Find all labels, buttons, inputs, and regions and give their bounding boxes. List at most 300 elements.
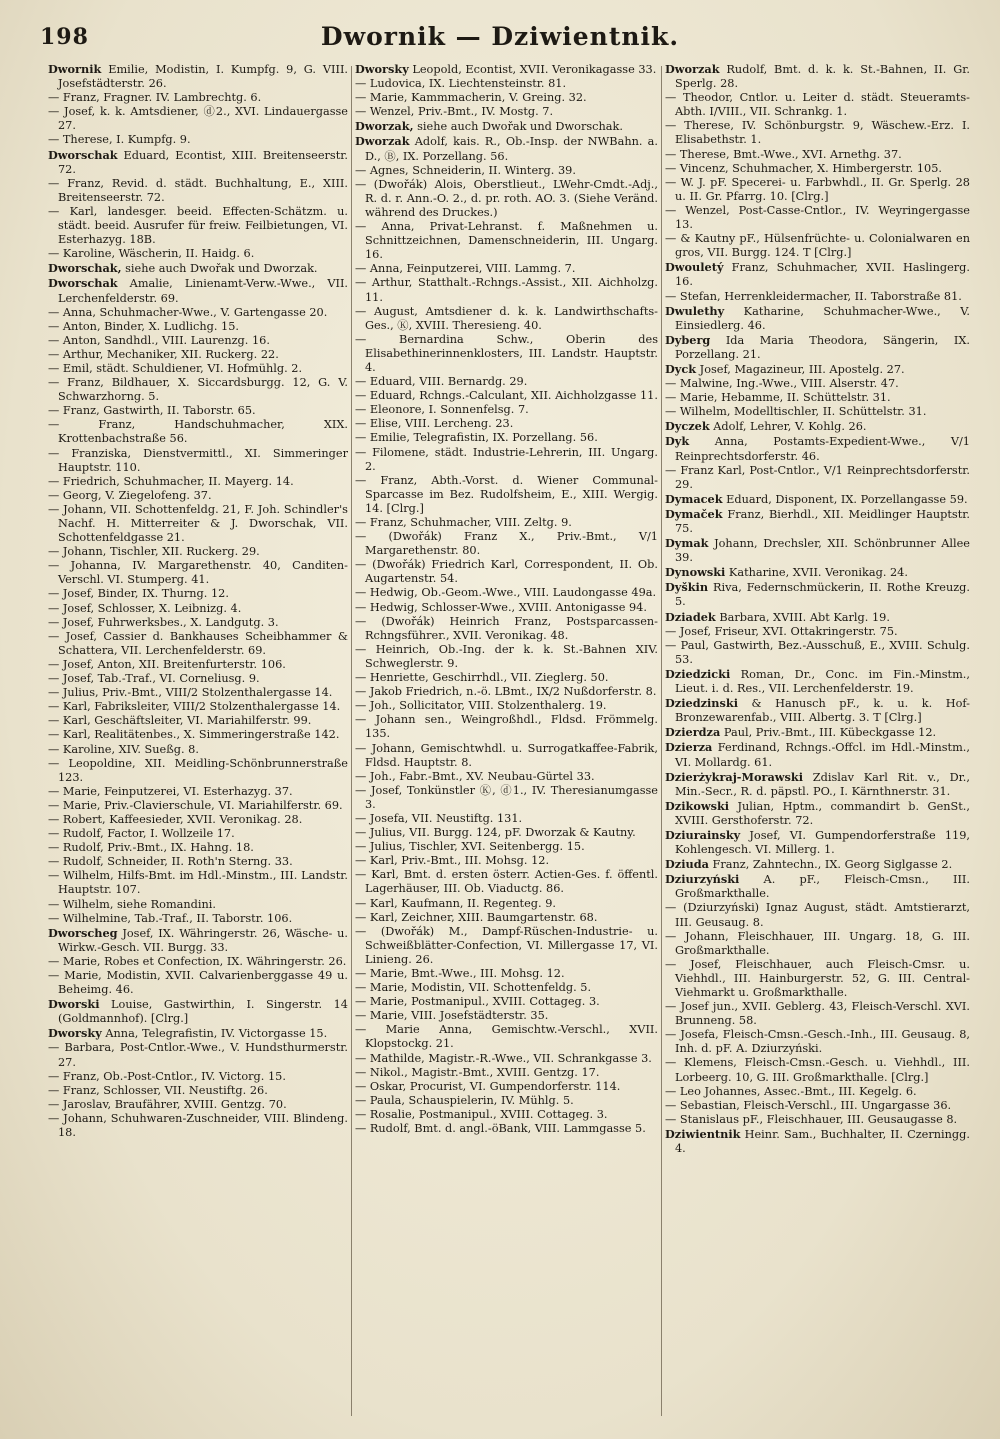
directory-entry xyxy=(355,671,658,685)
directory-entry xyxy=(665,1099,970,1113)
entry-details: Rudolf, Bmt. d. k. k. St.-Bahnen, II. Gr. Sperlg. 28. xyxy=(675,63,970,91)
entry-details: Adolf, Lehrer, V. Kohlg. 26. xyxy=(709,420,867,434)
directory-entry xyxy=(355,601,658,615)
entry-details: Adolf, kais. R., Ob.-Insp. der NWBahn. a. D., Ⓑ, IX. Porzellang. 56. xyxy=(365,135,658,163)
entry-details: — Anton, Binder, X. Ludlichg. 15. xyxy=(48,319,240,333)
entry-details: — Franz, Abth.-Vorst. d. Wiener Communal-Sparcasse im Bez. Rudolfsheim, E., XIII. Wergig. 14. [Clrg.] xyxy=(355,473,658,515)
entry-details: — Josef jun., XVII. Geblerg. 43, Fleisch-Verschl. XVI. Brunneng. 58. xyxy=(665,1000,970,1028)
directory-entry xyxy=(48,630,348,658)
entry-details: — Karl, Bmt. d. ersten österr. Actien-Ges. f. öffentl. Lagerhäuser, III. Ob. Viaductg. 86. xyxy=(355,868,658,896)
directory-entry xyxy=(665,304,970,333)
entry-details: — Paula, Schauspielerin, IV. Mühlg. 5. xyxy=(355,1093,574,1107)
entry-details: A. pF., Fleisch-Cmsn., III. Großmarkthalle. xyxy=(675,873,970,901)
directory-entry xyxy=(355,770,658,784)
entry-details: — Johann, Fleischhauer, III. Ungarg. 18, G. III. Großmarkthalle. xyxy=(665,929,970,957)
entry-details: — Franz Karl, Post-Cntlor., V/1 Reinprechtsdorferstr. 29. xyxy=(665,463,970,491)
directory-entry xyxy=(355,417,658,431)
entry-details: — Karl, Priv.-Bmt., III. Mohsg. 12. xyxy=(355,854,550,868)
entry-details: — Rudolf, Priv.-Bmt., IX. Hahng. 18. xyxy=(48,841,254,855)
page-number: 198 xyxy=(40,24,89,50)
directory-entry xyxy=(48,672,348,686)
entry-details: — Eleonore, I. Sonnenfelsg. 7. xyxy=(355,403,529,417)
entry-details: — Anna, Feinputzerei, VIII. Lammg. 7. xyxy=(355,262,576,276)
directory-entry xyxy=(48,658,348,672)
entry-details: — Marie, Modistin, VII. Schottenfeldg. 5. xyxy=(355,981,592,995)
entry-details: Ferdinand, Rchngs.-Offcl. im Hdl.-Minstm., VI. Mollardg. 61. xyxy=(675,741,970,769)
directory-entry xyxy=(665,1056,970,1084)
entry-details: — Anna, Schuhmacher-Wwe., V. Gartengasse 20. xyxy=(48,305,328,319)
entry-surname: Dyk xyxy=(665,434,690,449)
entry-details: Franz, Zahntechn., IX. Georg Siglgasse 2. xyxy=(708,858,953,872)
directory-entry xyxy=(665,464,970,492)
directory-entry xyxy=(48,447,348,475)
entry-details: Paul, Priv.-Bmt., III. Kübeckgasse 12. xyxy=(720,726,937,740)
directory-entry xyxy=(48,205,348,247)
entry-details: Josef, Magazineur, III. Apostelg. 27. xyxy=(696,362,905,376)
entry-details: Franz, Schuhmacher, XVII. Haslingerg. 16. xyxy=(675,261,970,289)
directory-entry xyxy=(355,375,658,389)
entry-details: — Karl, landesger. beeid. Effecten-Schätzm. u. städt. beeid. Ausrufer für freiw. Feilbietungen, VI. Esterhazyg. 18B. xyxy=(48,204,348,247)
directory-entry xyxy=(355,119,658,134)
directory-entry xyxy=(355,1080,658,1094)
entry-details: — Johann, VII. Schottenfeldg. 21, F. Joh. Schindler's Nachf. H. Mitterreiter & J. Dworschak, VII. Schottenfeldgasse 21. xyxy=(48,502,348,545)
entry-details: — Marie, VIII. Josefstädterstr. 35. xyxy=(355,1009,549,1023)
directory-entry xyxy=(48,261,348,276)
directory-entry xyxy=(665,828,970,857)
directory-entry xyxy=(355,530,658,558)
directory-entry xyxy=(355,925,658,967)
entry-details: — Marie, Postmanipul., XVIII. Cottageg. 3. xyxy=(355,995,600,1009)
entry-surname: Dyberg xyxy=(665,332,711,347)
directory-entry xyxy=(48,276,348,305)
directory-columns xyxy=(48,62,970,1422)
column-1 xyxy=(48,62,348,1422)
directory-entry xyxy=(48,489,348,503)
entry-surname: Dworzak, xyxy=(355,119,414,134)
entry-details: — Karoline, XIV. Sueßg. 8. xyxy=(48,742,199,756)
directory-entry xyxy=(48,785,348,799)
directory-entry xyxy=(355,854,658,868)
directory-entry xyxy=(48,404,348,418)
entry-details: — August, Amtsdiener d. k. k. Landwirthschafts-Ges., Ⓚ, XVIII. Theresieng. 40. xyxy=(355,304,658,332)
directory-entry xyxy=(355,742,658,770)
entry-details: — Josef, Anton, XII. Breitenfurterstr. 106. xyxy=(48,657,286,671)
entry-details: — Jakob Friedrich, n.-ö. LBmt., IX/2 Nußdorferstr. 8. xyxy=(355,685,657,699)
directory-entry xyxy=(355,826,658,840)
directory-entry xyxy=(665,492,970,507)
entry-details: — Josef, Tonkünstler Ⓚ, ⓓ1., IV. Theresianumgasse 3. xyxy=(355,783,658,811)
directory-entry xyxy=(48,869,348,897)
directory-entry xyxy=(48,799,348,813)
entry-surname: Dworski xyxy=(48,997,100,1012)
directory-entry xyxy=(48,841,348,855)
entry-details: — Hedwig, Schlosser-Wwe., XVIII. Antonigasse 94. xyxy=(355,600,647,614)
directory-entry xyxy=(48,686,348,700)
directory-entry xyxy=(665,62,970,91)
directory-entry xyxy=(355,699,658,713)
entry-surname: Dziadek xyxy=(665,609,716,624)
entry-surname: Dziwientnik xyxy=(665,1126,741,1141)
directory-entry xyxy=(665,696,970,725)
entry-details: — & Kautny pF., Hülsenfrüchte- u. Colonialwaren en gros, VII. Burgg. 124. T [Clrg.] xyxy=(665,232,970,260)
directory-entry xyxy=(355,685,658,699)
entry-surname: Dyczek xyxy=(665,419,710,434)
directory-entry xyxy=(355,91,658,105)
entry-details: — (Dwořák) M., Dampf-Rüschen-Industrie- u. Schweißblätter-Confection, VI. Millergasse 17, VI. Linieng. 26. xyxy=(355,924,658,966)
directory-entry xyxy=(48,418,348,446)
directory-entry xyxy=(665,1113,970,1127)
entry-details: — Karl, Realitätenbes., X. Simmeringerstraße 142. xyxy=(48,728,340,742)
entry-details: — Therese, Bmt.-Wwe., XVI. Arnethg. 37. xyxy=(665,147,902,161)
entry-details: — (Dwořák) Alois, Oberstlieut., LWehr-Cmdt.-Adj., R. d. r. Ann.-O. 2., d. pr. roth. AO. 3. (Siehe Veränd. während des Druckes.) xyxy=(355,177,658,219)
entry-details: — Emil, städt. Schuldiener, VI. Hofmühlg. 2. xyxy=(48,361,303,375)
directory-entry xyxy=(665,1127,970,1156)
entry-details: — Henriette, Geschirrhdl., VII. Zieglerg. 50. xyxy=(355,671,609,685)
entry-details: — Julius, VII. Burgg. 124, pF. Dworzak & Kautny. xyxy=(355,826,636,840)
directory-entry xyxy=(665,610,970,625)
entry-details: — Leopoldine, XII. Meidling-Schönbrunnerstraße 123. xyxy=(48,756,348,784)
directory-entry xyxy=(665,930,970,958)
directory-entry xyxy=(665,362,970,377)
directory-entry xyxy=(355,586,658,600)
directory-entry xyxy=(355,784,658,812)
directory-entry xyxy=(48,955,348,969)
directory-entry xyxy=(48,1026,348,1041)
entry-details: — Robert, Kaffeesieder, XVII. Veronikag. 28. xyxy=(48,812,303,826)
directory-entry xyxy=(665,391,970,405)
entry-details: — Josef, Tab.-Traf., VI. Corneliusg. 9. xyxy=(48,672,260,686)
entry-details: — Arthur, Statthalt.-Rchngs.-Assist., XII. Aichholzg. 11. xyxy=(355,276,658,304)
page-header xyxy=(30,22,970,62)
entry-details: — Johann, Gemischtwhdl. u. Surrogatkaffee-Fabrik, Fldsd. Hauptstr. 8. xyxy=(355,741,658,769)
column-divider xyxy=(661,66,662,1416)
directory-entry xyxy=(48,545,348,559)
entry-details: — Vincenz, Schuhmacher, X. Himbergerstr. 105. xyxy=(665,161,942,175)
entry-details: — Josef, Fuhrwerksbes., X. Landgutg. 3. xyxy=(48,615,279,629)
entry-surname: Dziuda xyxy=(665,857,709,872)
directory-entry xyxy=(48,743,348,757)
directory-entry xyxy=(48,376,348,404)
directory-entry xyxy=(665,232,970,260)
entry-details: — Julius, Priv.-Bmt., VIII/2 Stolzenthalergasse 14. xyxy=(48,686,333,700)
directory-entry xyxy=(665,162,970,176)
directory-entry xyxy=(48,177,348,205)
directory-entry xyxy=(355,1122,658,1136)
entry-details: — Josef, Schlosser, X. Leibnizg. 4. xyxy=(48,601,242,615)
directory-entry xyxy=(665,290,970,304)
entry-details: siehe auch Dwořak und Dworschak. xyxy=(413,120,623,134)
entry-details: — Julius, Tischler, XVI. Seitenbergg. 15. xyxy=(355,840,585,854)
directory-entry xyxy=(665,148,970,162)
directory-entry xyxy=(355,981,658,995)
column-2 xyxy=(355,62,658,1422)
directory-entry xyxy=(665,799,970,828)
entry-details: — Karl, Kaufmann, II. Regenteg. 9. xyxy=(355,896,556,910)
entry-details: — Stefan, Herrenkleidermacher, II. Taborstraße 81. xyxy=(665,289,962,303)
entry-surname: Dymacek xyxy=(665,491,723,506)
entry-surname: Dymak xyxy=(665,536,709,551)
directory-entry xyxy=(665,667,970,696)
directory-entry xyxy=(48,728,348,742)
entry-details: siehe auch Dwořak und Dworzak. xyxy=(121,262,318,276)
directory-entry xyxy=(665,333,970,362)
entry-details: — Paul, Gastwirth, Bez.-Ausschuß, E., XVIII. Schulg. 53. xyxy=(665,638,970,666)
entry-details: — Johann, Schuhwaren-Zuschneider, VIII. Blindeng. 18. xyxy=(48,1111,348,1140)
directory-entry xyxy=(48,1098,348,1112)
entry-details: Eduard, Econtist, XIII. Breitenseerstr. 72. xyxy=(58,148,348,176)
entry-details: — Johann, Tischler, XII. Ruckerg. 29. xyxy=(48,545,260,559)
entry-details: — Franz, Schlosser, VII. Neustiftg. 26. xyxy=(48,1083,268,1097)
entry-details: — Karoline, Wäscherin, II. Haidg. 6. xyxy=(48,247,255,261)
directory-entry xyxy=(48,1070,348,1084)
directory-entry xyxy=(355,840,658,854)
entry-details: — Malwine, Ing.-Wwe., VIII. Alserstr. 47. xyxy=(665,377,899,391)
directory-entry xyxy=(48,1084,348,1098)
directory-entry xyxy=(48,855,348,869)
entry-surname: Dzierdza xyxy=(665,725,721,740)
directory-entry xyxy=(665,1000,970,1028)
directory-entry xyxy=(48,714,348,728)
entry-surname: Dzierżykraj-Morawski xyxy=(665,769,804,784)
entry-details: — Wenzel, Priv.-Bmt., IV. Mostg. 7. xyxy=(355,105,554,119)
entry-details: Josef, IX. Währingerstr. 26, Wäsche- u. Wirkw.-Gesch. VII. Burgg. 33. xyxy=(58,926,348,954)
directory-entry xyxy=(48,247,348,261)
entry-surname: Dyškin xyxy=(665,580,709,595)
entry-surname: Dworschak xyxy=(48,276,118,291)
directory-entry xyxy=(48,105,348,133)
entry-details: — Franz, Schuhmacher, VIII. Zeltg. 9. xyxy=(355,516,572,529)
entry-details: — Stanislaus pF., Fleischhauer, III. Geusaugasse 8. xyxy=(665,1112,958,1126)
entry-details: Louise, Gastwirthin, I. Singerstr. 14 (Goldmannhof). [Clrg.] xyxy=(58,998,348,1026)
directory-entry xyxy=(48,1041,348,1069)
entry-details: — Wilhelm, siehe Romandini. xyxy=(48,897,216,911)
directory-entry xyxy=(665,580,970,609)
entry-details: — Wilhelm, Hilfs-Bmt. im Hdl.-Minstm., III. Landstr. Hauptstr. 107. xyxy=(48,869,348,897)
entry-details: — Joh., Sollicitator, VIII. Stolzenthalerg. 19. xyxy=(355,699,607,713)
entry-details: Franz, Bierhdl., XII. Meidlinger Hauptstr. 75. xyxy=(675,507,970,535)
entry-details: — Leo Johannes, Assec.-Bmt., III. Kegelg. 6. xyxy=(665,1084,917,1098)
directory-entry xyxy=(355,911,658,925)
entry-details: — Therese, IV. Schönburgstr. 9, Wäschew.-Erz. I. Elisabethstr. 1. xyxy=(665,119,970,147)
directory-entry xyxy=(48,616,348,630)
directory-entry xyxy=(48,912,348,926)
directory-entry xyxy=(665,536,970,565)
entry-surname: Dworzak xyxy=(355,134,410,149)
directory-entry xyxy=(665,565,970,580)
entry-details: Amalie, Linienamt-Verw.-Wwe., VII. Lerchenfelderstr. 69. xyxy=(58,277,348,305)
directory-entry xyxy=(665,119,970,147)
entry-surname: Dziurzyński xyxy=(665,872,740,887)
entry-details: — Ludovica, IX. Liechtensteinstr. 81. xyxy=(355,77,567,91)
running-head: Dwornik — Dziwientnik. xyxy=(320,22,680,51)
directory-entry xyxy=(355,995,658,1009)
entry-details: — Franz, Ob.-Post-Cntlor., IV. Victorg. 15. xyxy=(48,1069,286,1083)
directory-entry xyxy=(48,757,348,785)
entry-details: — Friedrich, Schuhmacher, II. Mayerg. 14. xyxy=(48,474,294,488)
directory-entry xyxy=(355,558,658,586)
directory-entry xyxy=(48,334,348,348)
entry-details: — Josefa, VII. Neustiftg. 131. xyxy=(355,811,523,825)
directory-entry xyxy=(355,105,658,119)
entry-details: — Josef, Cassier d. Bankhauses Scheibhammer & Schattera, VII. Lerchenfelderstr. 69. xyxy=(48,629,348,657)
entry-details: — Joh., Fabr.-Bmt., XV. Neubau-Gürtel 33. xyxy=(355,769,595,783)
entry-details: — Emilie, Telegrafistin, IX. Porzellang. 56. xyxy=(355,431,598,445)
entry-surname: Dwouletý xyxy=(665,260,724,275)
entry-details: — Filomene, städt. Industrie-Lehrerin, III. Ungarg. 2. xyxy=(355,445,658,473)
entry-surname: Dworzak xyxy=(665,62,720,76)
entry-details: — Theodor, Cntlor. u. Leiter d. städt. Steueramts-Abth. I/VIII., VII. Schrankg. 1. xyxy=(665,91,970,119)
entry-details: — Nikol., Magistr.-Bmt., XVIII. Gentzg. 17. xyxy=(355,1065,600,1079)
entry-details: — Wenzel, Post-Casse-Cntlor., IV. Weyringergasse 13. xyxy=(665,203,970,232)
directory-entry xyxy=(48,898,348,912)
entry-details: & Hanusch pF., k. u. k. Hof-Bronzewarenfab., VIII. Albertg. 3. T [Clrg.] xyxy=(675,697,970,725)
entry-details: — Marie, Bmt.-Wwe., III. Mohsg. 12. xyxy=(355,967,565,980)
directory-entry xyxy=(48,320,348,334)
directory-entry xyxy=(48,148,348,177)
directory-entry xyxy=(48,348,348,362)
directory-entry xyxy=(355,389,658,403)
directory-entry xyxy=(355,333,658,375)
directory-entry xyxy=(355,1023,658,1051)
entry-surname: Dziedzinski xyxy=(665,696,738,711)
entry-details: — Rudolf, Schneider, II. Roth'n Sterng. 33. xyxy=(48,855,293,869)
entry-details: — Franz, Revid. d. städt. Buchhaltung, E., XIII. Breitenseerstr. 72. xyxy=(48,176,348,204)
directory-entry xyxy=(665,901,970,929)
entry-details: — Rosalie, Postmanipul., XVIII. Cottageg. 3. xyxy=(355,1107,608,1121)
entry-details: — (Dwořák) Franz X., Priv.-Bmt., V/1 Margarethenstr. 80. xyxy=(355,530,658,558)
entry-details: — (Dwořák) Friedrich Karl, Correspondent, II. Ob. Augartenstr. 54. xyxy=(355,558,658,586)
entry-details: — (Dwořák) Heinrich Franz, Postsparcassen-Rchngsführer., XVII. Veronikag. 48. xyxy=(355,614,658,642)
entry-details: — Klemens, Fleisch-Cmsn.-Gesch. u. Viehhdl., III. Lorbeerg. 10, G. III. Großmarkthalle. [Clrg.] xyxy=(665,1056,970,1084)
entry-details: — Elise, VIII. Lercheng. 23. xyxy=(355,417,514,431)
entry-details: — Therese, I. Kumpfg. 9. xyxy=(48,133,191,147)
directory-entry xyxy=(48,559,348,587)
directory-entry xyxy=(355,77,658,91)
directory-entry xyxy=(665,507,970,536)
entry-details: — Wilhelm, Modelltischler, II. Schüttelstr. 31. xyxy=(665,405,927,419)
directory-entry xyxy=(355,262,658,276)
entry-details: Heinr. Sam., Buchhalter, II. Czerningg. 4. xyxy=(675,1127,970,1156)
directory-entry xyxy=(665,958,970,1000)
directory-entry xyxy=(665,260,970,289)
entry-details: — Josefa, Fleisch-Cmsn.-Gesch.-Inh., III. Geusaug. 8, Inh. d. pF. A. Dziurzyński. xyxy=(665,1028,970,1056)
directory-entry xyxy=(665,419,970,434)
directory-entry xyxy=(355,62,658,77)
directory-entry xyxy=(48,133,348,147)
directory-entry xyxy=(48,969,348,997)
entry-details: Katharine, Schuhmacher-Wwe., V. Einsiedlerg. 46. xyxy=(675,304,970,332)
entry-details: — Josef, Fleischhauer, auch Fleisch-Cmsr. u. Viehhdl., III. Hainburgerstr. 52, G. III. Central-Viehmarkt u. Großmarkthalle. xyxy=(665,957,970,999)
directory-entry xyxy=(355,446,658,474)
directory-entry xyxy=(48,362,348,376)
entry-surname: Dynowski xyxy=(665,565,726,580)
entry-details: Riva, Federnschmückerin, II. Rothe Kreuzg. 5. xyxy=(675,581,970,609)
entry-details: — Franz, Bildhauer, X. Siccardsburgg. 12, G. V. Schwarzhorng. 5. xyxy=(48,376,348,404)
entry-details: Zdislav Karl Rit. v., Dr., Min.-Secr., R. d. päpstl. PO., I. Kärnthnerstr. 31. xyxy=(675,770,970,798)
entry-surname: Dworsky xyxy=(355,62,409,76)
directory-entry xyxy=(665,434,970,463)
directory-entry xyxy=(355,643,658,671)
directory-entry xyxy=(48,1112,348,1140)
entry-details: — Karl, Zeichner, XIII. Baumgartenstr. 68. xyxy=(355,910,598,924)
directory-entry xyxy=(665,625,970,639)
directory-entry xyxy=(665,405,970,419)
entry-details: — Bernardina Schw., Oberin des Elisabethinerinnenklosters, III. Landstr. Hauptstr. 4. xyxy=(355,332,658,374)
entry-surname: Dzikowski xyxy=(665,798,730,813)
entry-details: Emilie, Modistin, I. Kumpfg. 9, G. VIII. Josefstädterstr. 26. xyxy=(58,63,348,91)
entry-surname: Dzierza xyxy=(665,740,713,755)
entry-details: — Franz, Handschuhmacher, XIX. Krottenbachstraße 56. xyxy=(48,418,348,446)
entry-details: — Josef, k. k. Amtsdiener, ⓓ2., XVI. Lindauergasse 27. xyxy=(48,105,348,133)
entry-details: — Marie, Robes et Confection, IX. Währingerstr. 26. xyxy=(48,954,347,968)
directory-entry xyxy=(665,91,970,119)
entry-details: — Agnes, Schneiderin, II. Winterg. 39. xyxy=(355,163,576,177)
entry-details: — Marie, Hebamme, II. Schüttelstr. 31. xyxy=(665,391,891,405)
directory-entry xyxy=(665,725,970,740)
entry-details: — Rudolf, Factor, I. Wollzeile 17. xyxy=(48,827,235,841)
directory-entry xyxy=(665,176,970,204)
directory-entry xyxy=(355,134,658,163)
directory-entry xyxy=(355,1066,658,1080)
entry-details: — Karl, Geschäftsleiter, VI. Mariahilferstr. 99. xyxy=(48,714,312,728)
directory-entry xyxy=(355,178,658,220)
entry-details: — Oskar, Procurist, VI. Gumpendorferstr. 114. xyxy=(355,1079,621,1093)
entry-details: — Heinrich, Ob.-Ing. der k. k. St.-Bahnen XIV. Schweglerstr. 9. xyxy=(355,642,658,670)
entry-details: — Franziska, Dienstvermittl., XI. Simmeringer Hauptstr. 110. xyxy=(48,446,348,474)
entry-details: — Barbara, Post-Cntlor.-Wwe., V. Hundsthurmerstr. 27. xyxy=(48,1041,348,1069)
directory-entry xyxy=(48,62,348,91)
entry-details: — Josef, Binder, IX. Thurng. 12. xyxy=(48,587,229,601)
entry-details: — Johanna, IV. Margarethenstr. 40, Canditen-Verschl. VI. Stumperg. 41. xyxy=(48,559,348,587)
directory-entry xyxy=(48,827,348,841)
directory-entry xyxy=(355,615,658,643)
directory-entry xyxy=(48,997,348,1026)
entry-details: — Arthur, Mechaniker, XII. Ruckerg. 22. xyxy=(48,347,279,361)
directory-entry xyxy=(355,967,658,981)
entry-details: — Sebastian, Fleisch-Verschl., III. Ungargasse 36. xyxy=(665,1098,952,1112)
entry-details: — Jaroslav, Braufährer, XVIII. Gentzg. 70. xyxy=(48,1097,287,1111)
directory-entry xyxy=(48,306,348,320)
entry-surname: Dwornik xyxy=(48,62,102,76)
entry-details: — Rudolf, Bmt. d. angl.-öBank, VIII. Lammgasse 5. xyxy=(355,1122,646,1136)
directory-entry xyxy=(355,897,658,911)
directory-entry xyxy=(48,503,348,545)
entry-surname: Dymaček xyxy=(665,506,723,521)
entry-details: Anna, Postamts-Expedient-Wwe., V/1 Reinprechtsdorferstr. 46. xyxy=(675,435,970,463)
entry-details: Josef, VI. Gumpendorferstraße 119, Kohlengesch. VI. Millerg. 1. xyxy=(675,828,970,857)
directory-entry xyxy=(48,813,348,827)
entry-surname: Dyck xyxy=(665,361,697,376)
directory-entry xyxy=(355,713,658,741)
directory-entry xyxy=(48,587,348,601)
directory-entry xyxy=(48,926,348,955)
directory-entry xyxy=(355,516,658,530)
directory-entry xyxy=(665,377,970,391)
directory-entry xyxy=(665,872,970,901)
entry-details: — Mathilde, Magistr.-R.-Wwe., VII. Schrankgasse 3. xyxy=(355,1051,652,1065)
directory-entry xyxy=(355,305,658,333)
directory-entry xyxy=(355,1108,658,1122)
entry-surname: Dworschak xyxy=(48,147,118,162)
directory-entry xyxy=(665,1085,970,1099)
directory-entry xyxy=(355,1052,658,1066)
entry-details: Leopold, Econtist, XVII. Veronikagasse 33. xyxy=(408,63,657,76)
entry-details: — Eduard, VIII. Bernardg. 29. xyxy=(355,375,528,389)
directory-entry xyxy=(665,1028,970,1056)
directory-entry xyxy=(355,431,658,445)
entry-details: Barbara, XVIII. Abt Karlg. 19. xyxy=(715,610,890,624)
entry-details: Anna, Telegrafistin, IV. Victorgasse 15. xyxy=(101,1027,328,1041)
